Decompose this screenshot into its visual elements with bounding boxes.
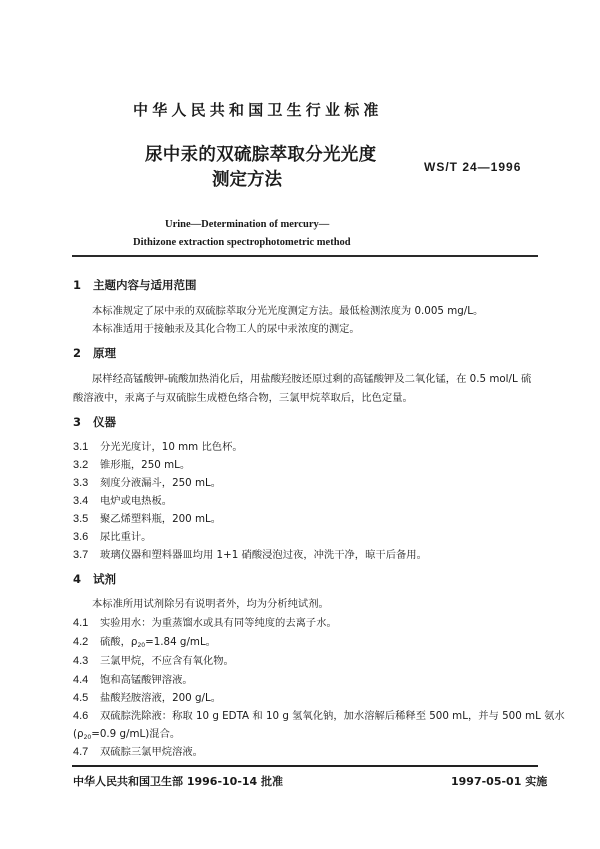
item-text: 尿比重计。 <box>100 531 152 543</box>
list-item <box>73 474 221 489</box>
item-number: 4.4 <box>73 674 89 686</box>
list-item <box>73 528 151 543</box>
list-item <box>73 689 221 704</box>
item-text: 双硫腙三氯甲烷溶液。 <box>100 746 203 758</box>
list-item <box>73 614 337 629</box>
item-number: 3.7 <box>73 549 89 561</box>
section-4-heading <box>73 571 116 587</box>
list-item <box>73 707 565 722</box>
english-title-line1: Urine—Determination of mercury— <box>165 219 330 230</box>
section-number: 2 <box>73 346 82 360</box>
standard-type-heading: 中华人民共和国卫生行业标准 <box>133 101 383 119</box>
document-title-line2: 测定方法 <box>212 170 282 190</box>
item-number: 4.1 <box>73 617 89 629</box>
list-item <box>73 633 216 649</box>
item-text: 聚乙烯塑料瓶，200 mL。 <box>100 513 222 525</box>
subscript: 20 <box>83 734 92 741</box>
paragraph: 尿样经高锰酸钾-硫酸加热消化后，用盐酸羟胺还原过剩的高锰酸钾及二氧化锰，在 0.5 mol/L 硫 <box>92 373 532 385</box>
item-text: 玻璃仪器和塑料器皿均用 1+1 硝酸浸泡过夜，冲洗干净，晾干后备用。 <box>100 549 427 561</box>
item-text: (ρ <box>73 728 84 740</box>
list-item <box>73 456 190 471</box>
item-text: 实验用水：为重蒸馏水或具有同等纯度的去离子水。 <box>100 617 337 629</box>
section-3-heading <box>73 414 116 430</box>
paragraph: 本标准所用试剂除另有说明者外，均为分析纯试剂。 <box>92 598 329 610</box>
english-title-line2: Dithizone extraction spectrophotometric method <box>133 237 351 248</box>
section-title: 主题内容与适用范围 <box>93 278 197 292</box>
list-item <box>73 492 172 507</box>
section-number: 3 <box>73 415 82 429</box>
document-title-line1: 尿中汞的双硫腙萃取分光光度 <box>145 145 377 165</box>
section-1-heading <box>73 277 197 293</box>
section-title: 仪器 <box>93 415 116 429</box>
item-number: 3.3 <box>73 477 89 489</box>
item-text: 硫酸，ρ <box>100 636 138 648</box>
list-item <box>73 652 234 667</box>
item-number: 3.6 <box>73 531 89 543</box>
item-number: 4.5 <box>73 692 89 704</box>
standard-code: WS/T 24—1996 <box>424 160 522 174</box>
list-item-continuation <box>73 725 180 741</box>
item-text: 锥形瓶，250 mL。 <box>100 459 191 471</box>
paragraph-continuation: 酸溶液中，汞离子与双硫腙生成橙色络合物，三氯甲烷萃取后，比色定量。 <box>73 392 413 404</box>
item-number: 3.5 <box>73 513 89 525</box>
section-title: 试剂 <box>93 572 116 586</box>
header-divider <box>72 255 538 257</box>
list-item <box>73 671 193 686</box>
item-text: 分光光度计，10 mm 比色杯。 <box>100 441 243 453</box>
list-item <box>73 438 243 453</box>
item-text: =0.9 g/mL)混合。 <box>91 728 181 740</box>
section-number: 4 <box>73 572 82 586</box>
item-text: =1.84 g/mL。 <box>145 636 216 648</box>
item-text: 刻度分液漏斗，250 mL。 <box>100 477 222 489</box>
item-number: 3.2 <box>73 459 89 471</box>
item-text: 电炉或电热板。 <box>100 495 173 507</box>
paragraph: 本标准适用于接触汞及其化合物工人的尿中汞浓度的测定。 <box>92 323 360 335</box>
implementation-date: 1997-05-01 实施 <box>451 775 548 788</box>
item-text: 三氯甲烷，不应含有氧化物。 <box>100 655 234 667</box>
section-title: 原理 <box>93 346 116 360</box>
item-number: 4.7 <box>73 746 89 758</box>
section-2-heading <box>73 345 116 361</box>
item-text: 饱和高锰酸钾溶液。 <box>100 674 193 686</box>
list-item <box>73 510 221 525</box>
paragraph: 本标准规定了尿中汞的双硫腙萃取分光光度测定方法。最低检测浓度为 0.005 mg/L。 <box>92 305 484 317</box>
list-item <box>73 546 427 561</box>
approval-info: 中华人民共和国卫生部 1996-10-14 批准 <box>73 775 284 788</box>
item-number: 4.6 <box>73 710 89 722</box>
item-number: 4.2 <box>73 636 89 648</box>
list-item <box>73 743 203 758</box>
item-number: 4.3 <box>73 655 89 667</box>
item-text: 盐酸羟胺溶液，200 g/L。 <box>100 692 222 704</box>
item-number: 3.4 <box>73 495 89 507</box>
footer-divider <box>72 765 538 767</box>
section-number: 1 <box>73 278 82 292</box>
item-number: 3.1 <box>73 441 89 453</box>
item-text: 双硫腙洗除液：称取 10 g EDTA 和 10 g 氢氧化钠，加水溶解后稀释至 500 mL，并与 500 mL 氨水 <box>100 710 565 722</box>
subscript: 20 <box>137 642 146 649</box>
